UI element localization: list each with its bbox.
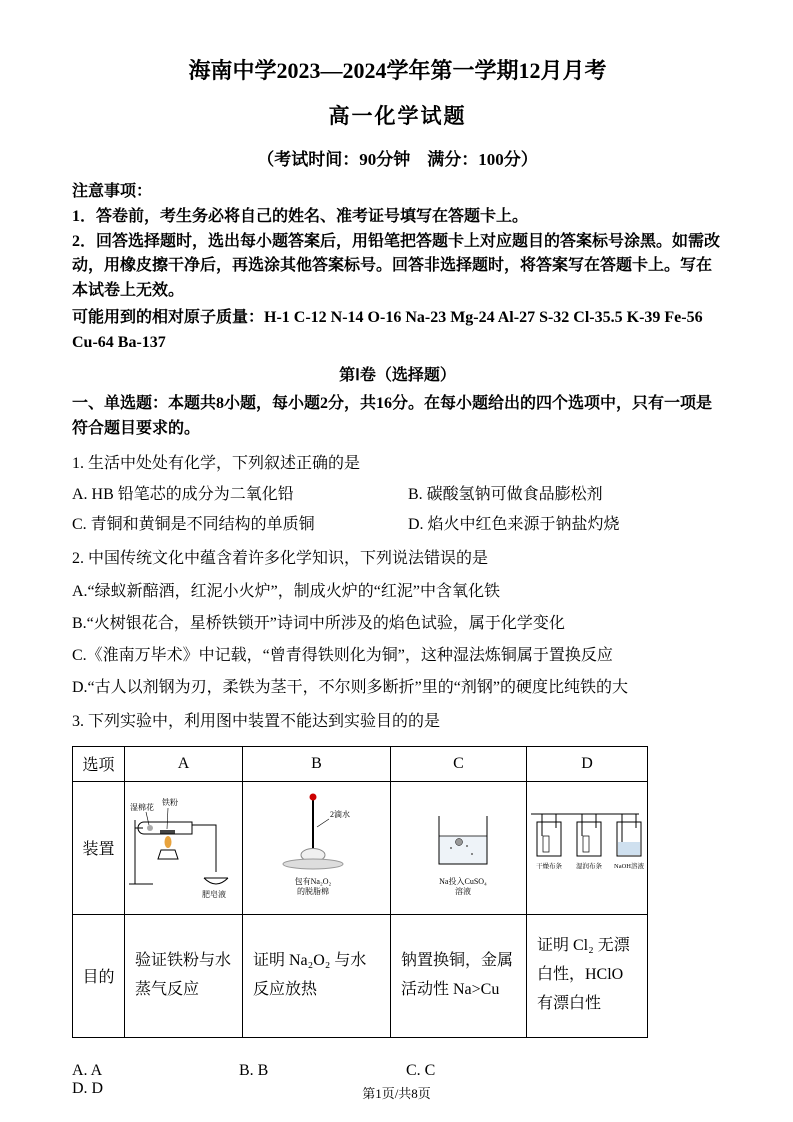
- question-3-answer-b: B. B: [239, 1061, 269, 1079]
- table-device-row: [73, 781, 648, 914]
- apparatus-b-label-water-drops: 2滴水: [329, 810, 350, 819]
- exam-title: 海南中学2023—2024学年第一学期12月月考: [188, 58, 607, 83]
- device-cell-b: [243, 781, 391, 914]
- notice-item-2: 2．回答选择题时，选出每小题答案后，用铅笔把答题卡上对应题目的答案标号涂黑。如需改动，用橡皮擦干净后，再选涂其他答案标号。回答非选择题时，将答案写在答题卡上。写在本试卷上无效。: [72, 232, 721, 300]
- apparatus-c-label-na-cuso4: Na投入CuSO₄: [438, 877, 487, 886]
- question-1-options-row-1: [72, 484, 723, 506]
- table-header-c: C: [391, 746, 527, 781]
- apparatus-b-diagram: [267, 784, 367, 906]
- exam-info: （考试时间：90分钟 满分：100分）: [257, 150, 538, 169]
- question-1-option-c: C. 青铜和黄铜是不同结构的单质铜: [72, 516, 315, 534]
- table-header-b: B: [243, 746, 391, 781]
- purpose-cell-a: 验证铁粉与水蒸气反应: [125, 914, 243, 1037]
- notice-item-1: 1．答卷前，考生务必将自己的姓名、准考证号填写在答题卡上。: [72, 207, 529, 225]
- question-2-option-a: A.“绿蚁新醅酒，红泥小火炉”，制成火炉的“红泥”中含氧化铁: [72, 582, 500, 600]
- apparatus-c-diagram: [409, 784, 509, 906]
- device-cell-c: [391, 781, 527, 914]
- purpose-cell-b: 证明 Na₂O₂ 与水反应放热: [243, 914, 391, 1037]
- question-2-option-c: C.《淮南万毕术》中记载，“曾青得铁则化为铜”，这种湿法炼铜属于置换反应: [72, 647, 613, 665]
- page-footer: 第1页/共8页: [362, 1086, 431, 1101]
- apparatus-b-label-na2o2: 包有Na₂O₂: [294, 877, 331, 886]
- apparatus-a-label-iron-powder: 铁粉: [161, 798, 178, 807]
- question-3-answer-d: D. D: [72, 1079, 104, 1097]
- atomic-mass-line: 可能用到的相对原子质量：H-1 C-12 N-14 O-16 Na-23 Mg-24 Al-27 S-32 Cl-35.5 K-39 Fe-56 Cu-64 Ba-137: [72, 308, 703, 351]
- question-3-answer-a: A. A: [72, 1061, 103, 1079]
- question-2-stem: 2. 中国传统文化中蕴含着许多化学知识，下列说法错误的是: [72, 549, 489, 567]
- question-3-stem: 3. 下列实验中，利用图中装置不能达到实验目的的是: [72, 712, 441, 730]
- apparatus-c-label-solution: 溶液: [454, 887, 471, 896]
- section-1-title: 第Ⅰ卷（选择题）: [339, 366, 456, 384]
- device-cell-d: [527, 781, 648, 914]
- question-2-option-b: B.“火树银花合，星桥铁锁开”诗词中所涉及的焰色试验，属于化学变化: [72, 614, 565, 632]
- device-row-label: 装置: [73, 781, 125, 914]
- apparatus-d-diagram: [529, 784, 645, 906]
- table-header-row: [73, 746, 648, 781]
- question-1-options-row-2: [72, 514, 723, 536]
- apparatus-a-diagram: [128, 784, 240, 906]
- apparatus-a-label-wet-cotton: 湿棉花: [129, 803, 154, 812]
- apparatus-a-label-soap: 肥皂液: [201, 890, 226, 899]
- purpose-row-label: 目的: [73, 914, 125, 1037]
- device-cell-a: [125, 781, 243, 914]
- purpose-cell-d: 证明 Cl₂ 无漂白性，HClO 有漂白性: [527, 914, 648, 1037]
- purpose-cell-c: 钠置换铜，金属活动性 Na>Cu: [391, 914, 527, 1037]
- table-header-option: 选项: [73, 746, 125, 781]
- notice-heading: 注意事项：: [72, 183, 153, 200]
- question-3-table: [72, 746, 648, 1038]
- section-1-intro: 一、单选题：本题共8小题，每小题2分，共16分。在每小题给出的四个选项中，只有一项是符合题目要求的。: [72, 395, 713, 438]
- question-1-option-a: A. HB 铅笔芯的成分为二氧化铅: [72, 485, 294, 503]
- table-purpose-row: [73, 914, 648, 1037]
- exam-subtitle: 高一化学试题: [328, 104, 467, 128]
- question-3-answer-c: C. C: [406, 1061, 436, 1079]
- apparatus-d-label-dry-strip: 干燥布条: [536, 863, 562, 870]
- question-1-option-d: D. 焰火中红色来源于钠盐灼烧: [408, 516, 620, 534]
- question-2-option-d: D.“古人以剂钢为刃，柔铁为茎干，不尔则多断折”里的“剂钢”的硬度比纯铁的大: [72, 679, 628, 697]
- question-1-option-b: B. 碳酸氢钠可做食品膨松剂: [408, 485, 603, 503]
- apparatus-b-label-cotton: 的脱脂棉: [296, 887, 329, 896]
- table-header-a: A: [125, 746, 243, 781]
- table-header-d: D: [527, 746, 648, 781]
- question-1-stem: 1. 生活中处处有化学，下列叙述正确的是: [72, 454, 361, 472]
- apparatus-d-label-naoh: NaOH溶液: [614, 863, 644, 870]
- apparatus-d-label-wet-strip: 湿润布条: [576, 863, 602, 870]
